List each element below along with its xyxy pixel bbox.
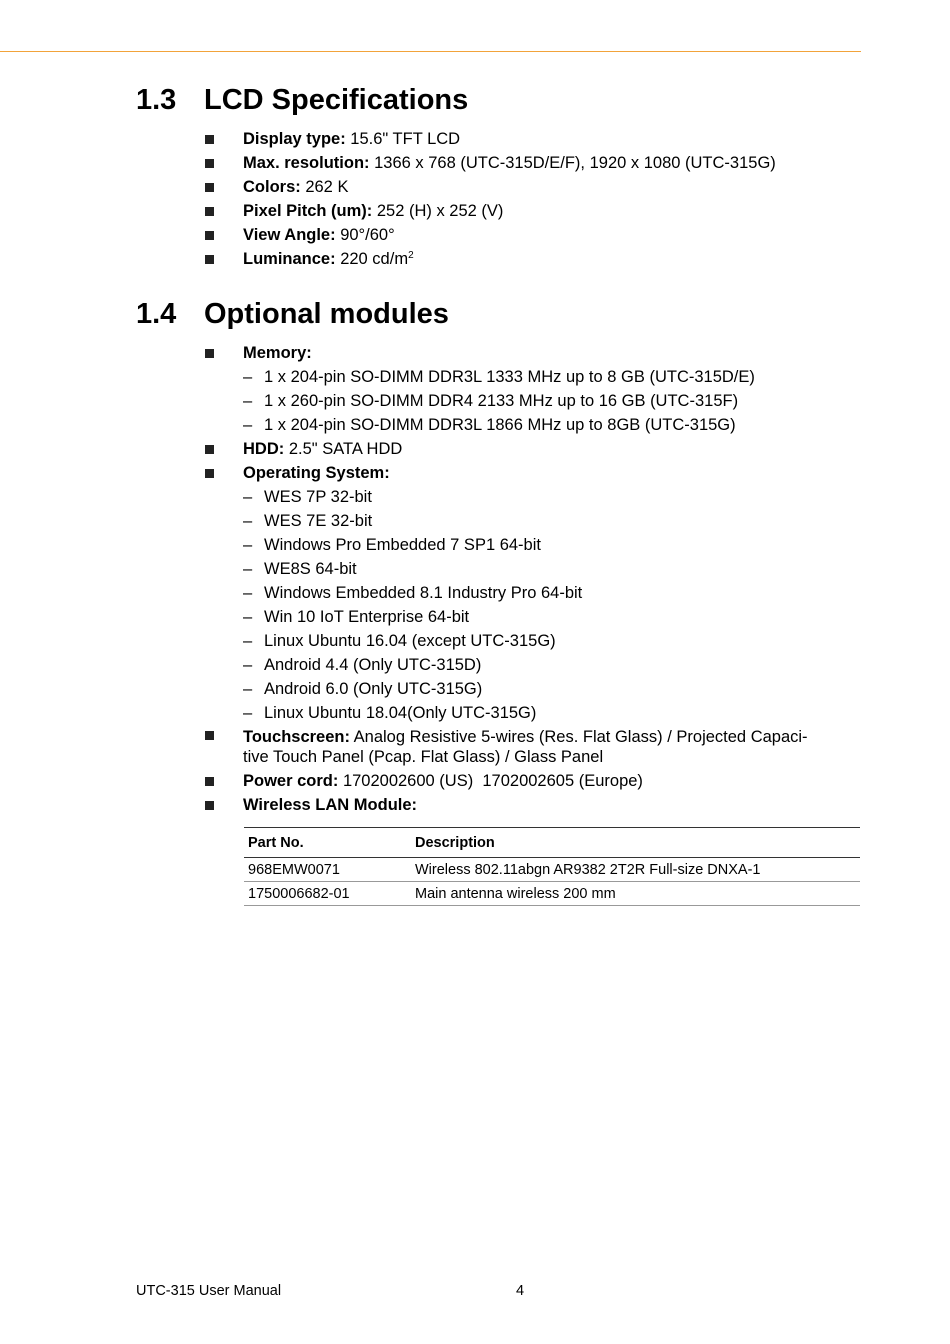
list-item-os bbox=[205, 461, 860, 725]
section-title-text: LCD Specifications bbox=[204, 84, 469, 116]
sub-list-item bbox=[205, 605, 860, 629]
dash-bullet-icon: – bbox=[243, 392, 253, 410]
column-header-part-no: Part No. bbox=[244, 828, 411, 858]
spec-value: 2.5" SATA HDD bbox=[284, 440, 403, 458]
dash-bullet-icon: – bbox=[243, 560, 253, 578]
square-bullet-icon bbox=[205, 777, 214, 786]
sub-list-item bbox=[205, 533, 860, 557]
square-bullet-icon bbox=[205, 183, 214, 192]
column-header-description: Description bbox=[411, 828, 860, 858]
memory-sublist bbox=[205, 365, 860, 437]
os-sublist bbox=[205, 485, 860, 725]
spec-value: 1366 x 768 (UTC-315D/E/F), 1920 x 1080 (UTC-315G) bbox=[369, 154, 776, 172]
sub-list-item bbox=[205, 413, 860, 437]
spec-label: Luminance: bbox=[243, 250, 336, 268]
superscript: 2 bbox=[408, 250, 414, 261]
table-cell: 968EMW0071 bbox=[244, 858, 411, 882]
sub-list-item bbox=[205, 389, 860, 413]
spec-value: 220 cd/m bbox=[335, 250, 409, 268]
table-row bbox=[244, 858, 860, 882]
table-header-row bbox=[244, 828, 860, 858]
dash-bullet-icon: – bbox=[243, 368, 253, 386]
dash-bullet-icon: – bbox=[243, 536, 253, 554]
spec-label: Pixel Pitch (um): bbox=[243, 202, 373, 220]
sub-item-text: Android 6.0 (Only UTC-315G) bbox=[264, 680, 483, 698]
list-item bbox=[205, 247, 860, 271]
section-number: 1.3 bbox=[136, 84, 177, 116]
sub-item-text: 1 x 260-pin SO-DIMM DDR4 2133 MHz up to 16 GB (UTC-315F) bbox=[264, 392, 739, 410]
spec-label: HDD: bbox=[243, 440, 285, 458]
sub-item-text: 1 x 204-pin SO-DIMM DDR3L 1866 MHz up to 8GB (UTC-315G) bbox=[264, 416, 736, 434]
sub-list-item bbox=[205, 365, 860, 389]
spec-label: Touchscreen: bbox=[243, 728, 350, 746]
list-item bbox=[205, 175, 860, 199]
header-rule bbox=[0, 51, 861, 52]
sub-list-item bbox=[205, 581, 860, 605]
list-item bbox=[205, 127, 860, 151]
sub-item-text: 1 x 204-pin SO-DIMM DDR3L 1333 MHz up to 8 GB (UTC-315D/E) bbox=[264, 368, 755, 386]
modules-list bbox=[205, 341, 860, 817]
sub-list-item bbox=[205, 701, 860, 725]
dash-bullet-icon: – bbox=[243, 704, 253, 722]
section-title-lcd bbox=[136, 83, 468, 117]
spec-label: View Angle: bbox=[243, 226, 336, 244]
spec-label: Memory: bbox=[243, 344, 312, 362]
page-number: 4 bbox=[516, 1283, 525, 1299]
dash-bullet-icon: – bbox=[243, 632, 253, 650]
list-item bbox=[205, 223, 860, 247]
lcd-spec-list bbox=[205, 127, 860, 271]
table-cell: Wireless 802.11abgn AR9382 2T2R Full-size DNXA-1 bbox=[411, 858, 860, 882]
square-bullet-icon bbox=[205, 469, 214, 478]
spec-label: Display type: bbox=[243, 130, 346, 148]
sub-list-item bbox=[205, 509, 860, 533]
sub-list-item bbox=[205, 653, 860, 677]
dash-bullet-icon: – bbox=[243, 680, 253, 698]
dash-bullet-icon: – bbox=[243, 488, 253, 506]
spec-label: Colors: bbox=[243, 178, 301, 196]
sub-item-text: Windows Embedded 8.1 Industry Pro 64-bit bbox=[264, 584, 583, 602]
list-item-memory bbox=[205, 341, 860, 437]
square-bullet-icon bbox=[205, 731, 214, 740]
dash-bullet-icon: – bbox=[243, 584, 253, 602]
sub-item-text: Win 10 IoT Enterprise 64-bit bbox=[264, 608, 470, 626]
list-item-hdd bbox=[205, 437, 860, 461]
wlan-module-table bbox=[244, 827, 860, 906]
dash-bullet-icon: – bbox=[243, 656, 253, 674]
square-bullet-icon bbox=[205, 231, 214, 240]
table-cell: Main antenna wireless 200 mm bbox=[411, 882, 860, 906]
section-title-modules bbox=[136, 297, 449, 331]
spec-value: 1702002600 (US) 1702002605 (Europe) bbox=[338, 772, 643, 790]
sub-item-text: WES 7P 32-bit bbox=[264, 488, 372, 506]
sub-item-text: WES 7E 32-bit bbox=[264, 512, 373, 530]
spec-value: 15.6" TFT LCD bbox=[345, 130, 461, 148]
dash-bullet-icon: – bbox=[243, 512, 253, 530]
spec-value: 90°/60° bbox=[335, 226, 395, 244]
dash-bullet-icon: – bbox=[243, 608, 253, 626]
section-title-text: Optional modules bbox=[204, 298, 449, 330]
sub-item-text: Linux Ubuntu 18.04(Only UTC-315G) bbox=[264, 704, 537, 722]
list-item bbox=[205, 199, 860, 223]
table-row bbox=[244, 882, 860, 906]
sub-item-text: Windows Pro Embedded 7 SP1 64-bit bbox=[264, 536, 541, 554]
sub-item-text: Android 4.4 (Only UTC-315D) bbox=[264, 656, 482, 674]
list-item bbox=[205, 151, 860, 175]
sub-list-item bbox=[205, 557, 860, 581]
list-item-touchscreen bbox=[205, 725, 860, 769]
spec-label: Operating System: bbox=[243, 464, 390, 482]
spec-label: Power cord: bbox=[243, 772, 339, 790]
spec-label: Max. resolution: bbox=[243, 154, 370, 172]
square-bullet-icon bbox=[205, 159, 214, 168]
spec-value-line1: Analog Resistive 5-wires (Res. Flat Glass) / Projected Capaci- bbox=[349, 728, 808, 746]
sub-list-item bbox=[205, 485, 860, 509]
square-bullet-icon bbox=[205, 207, 214, 216]
list-item-wlan bbox=[205, 793, 860, 817]
spec-value: 262 K bbox=[300, 178, 349, 196]
list-item-power bbox=[205, 769, 860, 793]
spec-label: Wireless LAN Module: bbox=[243, 796, 418, 814]
table-cell: 1750006682-01 bbox=[244, 882, 411, 906]
square-bullet-icon bbox=[205, 135, 214, 144]
sub-list-item bbox=[205, 677, 860, 701]
footer-title: UTC-315 User Manual bbox=[136, 1283, 282, 1299]
sub-item-text: WE8S 64-bit bbox=[264, 560, 357, 578]
spec-value: 252 (H) x 252 (V) bbox=[372, 202, 504, 220]
sub-list-item bbox=[205, 629, 860, 653]
sub-item-text: Linux Ubuntu 16.04 (except UTC-315G) bbox=[264, 632, 556, 650]
spec-value-line2: tive Touch Panel (Pcap. Flat Glass) / Glass Panel bbox=[243, 748, 604, 766]
square-bullet-icon bbox=[205, 349, 214, 358]
dash-bullet-icon: – bbox=[243, 416, 253, 434]
square-bullet-icon bbox=[205, 445, 214, 454]
square-bullet-icon bbox=[205, 801, 214, 810]
square-bullet-icon bbox=[205, 255, 214, 264]
section-number: 1.4 bbox=[136, 298, 177, 330]
